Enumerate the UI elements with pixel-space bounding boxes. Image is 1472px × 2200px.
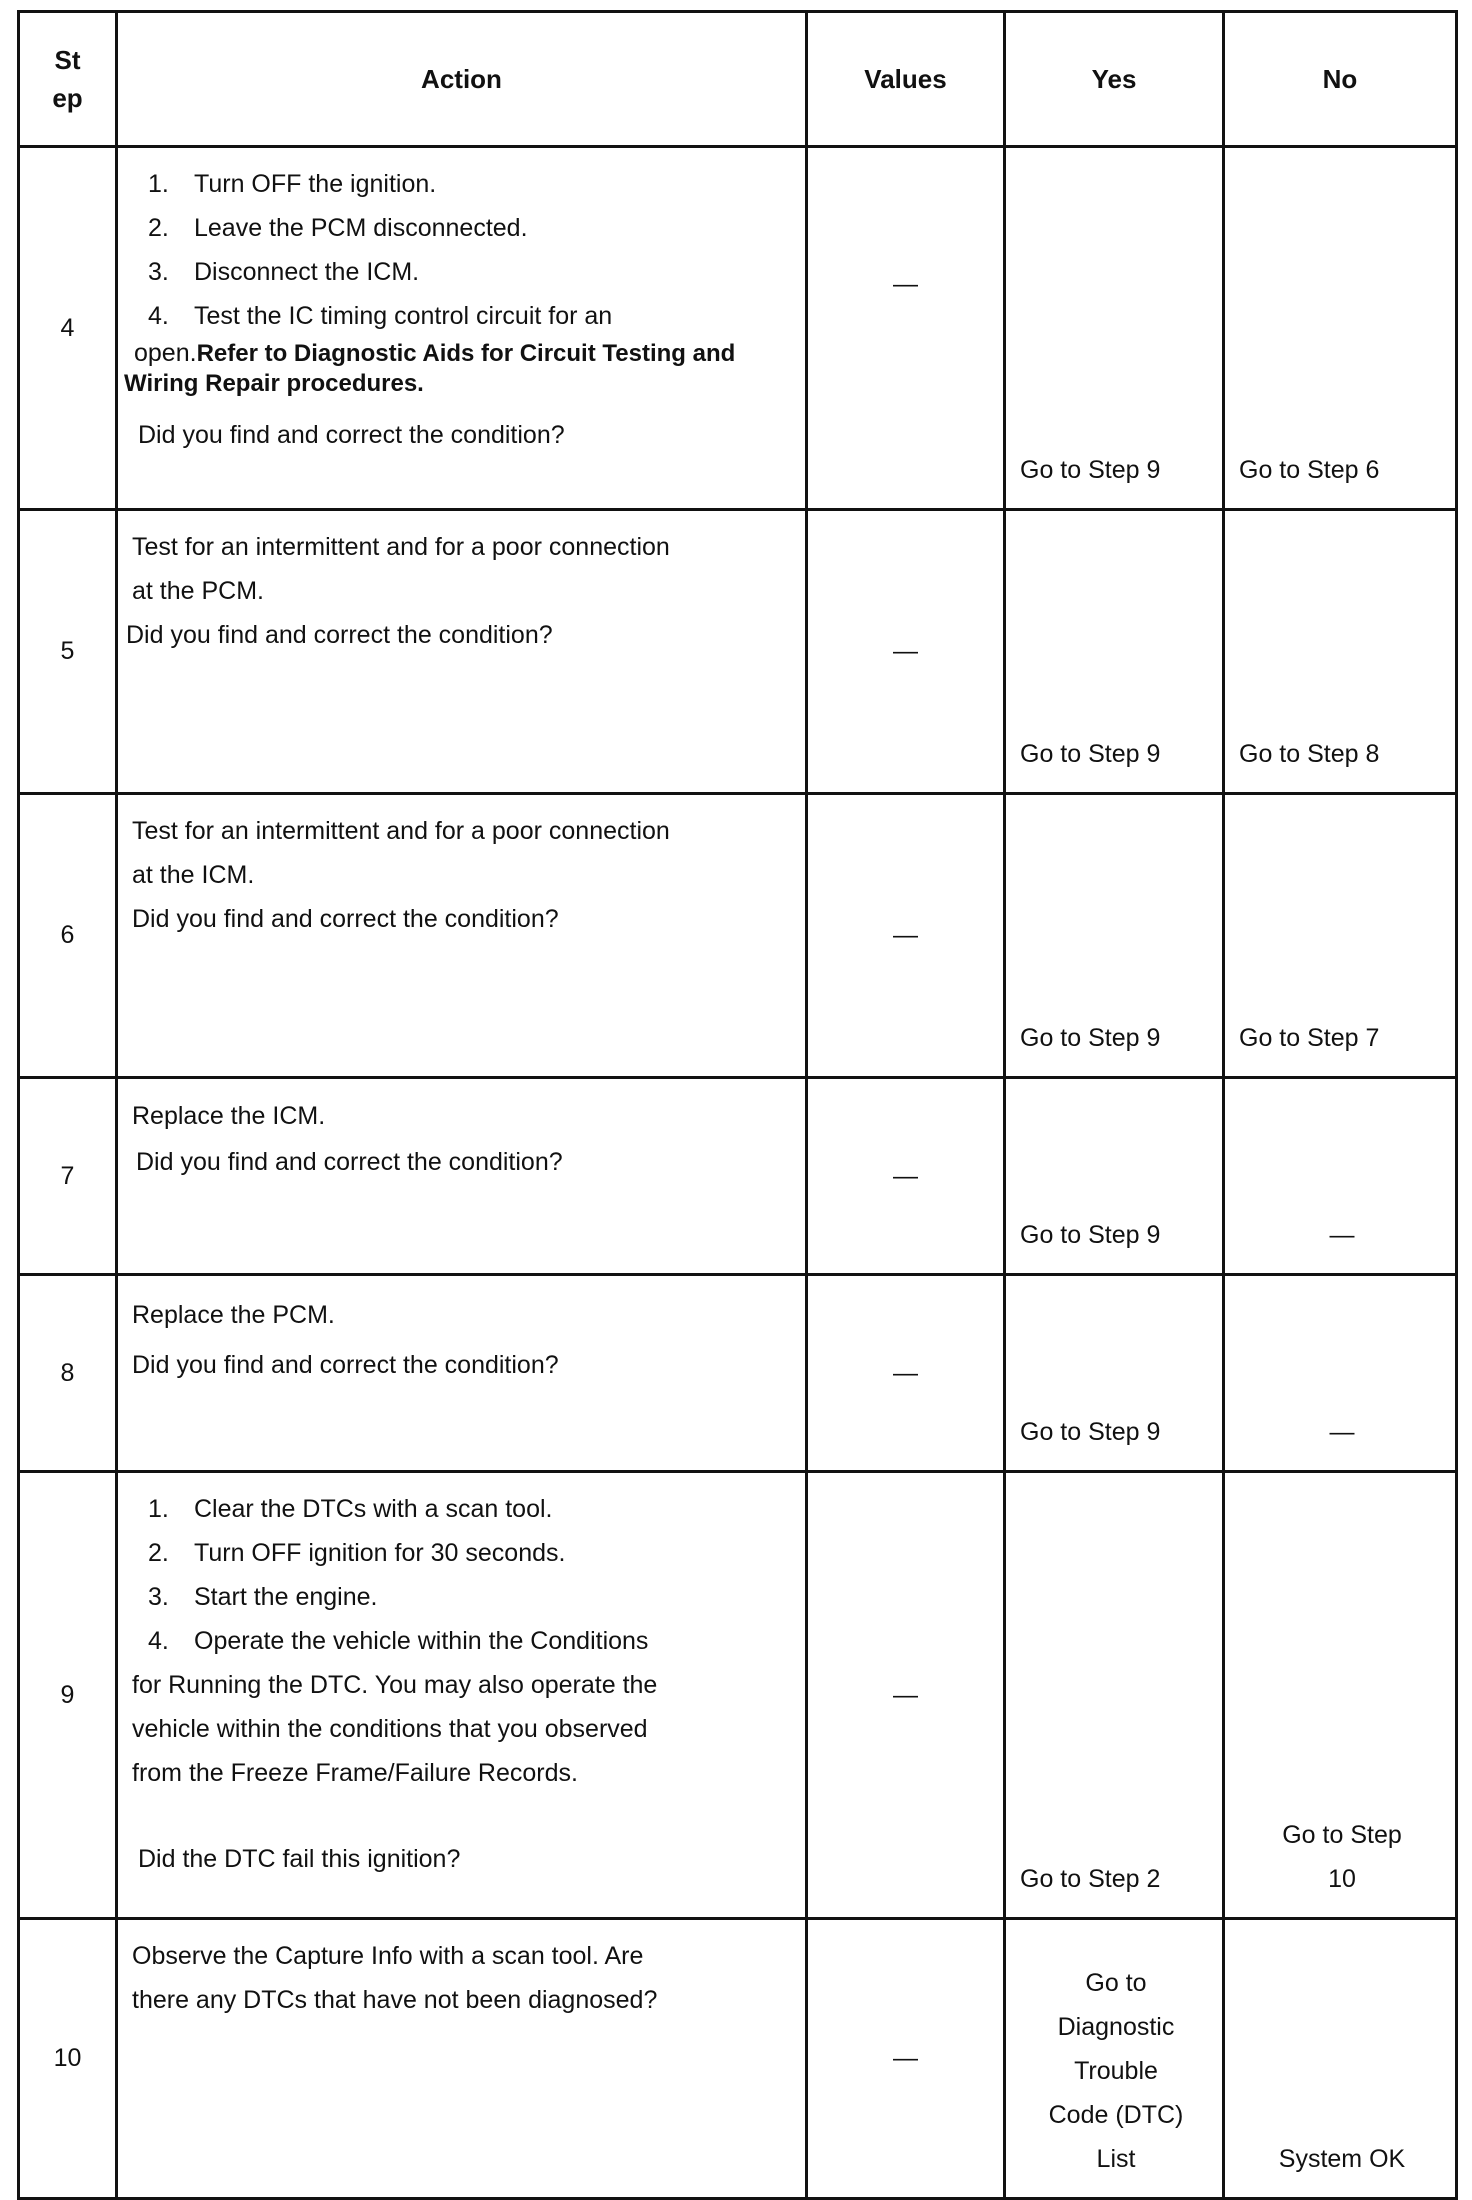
header-action: Action xyxy=(117,12,807,147)
action-item: 2. Turn OFF ignition for 30 seconds. xyxy=(148,1539,566,1567)
action-question: Did you find and correct the condition? xyxy=(132,1351,559,1379)
no-cell: — xyxy=(1224,1078,1457,1275)
values-dash: — xyxy=(893,1680,918,1709)
action-question: Did you find and correct the condition? xyxy=(136,1148,563,1176)
yes-line: Code (DTC) xyxy=(1048,2101,1184,2129)
action-question: Did the DTC fail this ignition? xyxy=(138,1845,461,1873)
action-question: Did you find and correct the condition? xyxy=(132,905,559,933)
action-continuation: for Running the DTC. You may also operate the xyxy=(132,1671,658,1699)
values-dash: — xyxy=(893,2044,918,2072)
step-number: 4 xyxy=(19,147,117,510)
step-number: 9 xyxy=(19,1472,117,1919)
action-item: 3. Disconnect the ICM. xyxy=(148,258,420,286)
step-number: 6 xyxy=(19,794,117,1078)
yes-cell: Go to Step 2 xyxy=(1005,1472,1224,1919)
action-continuation: open.Refer to Diagnostic Aids for Circuit Testing and xyxy=(134,339,736,367)
yes-cell: Go to Step 9 xyxy=(1005,794,1224,1078)
yes-line: Go to xyxy=(1085,1969,1147,1997)
action-cell xyxy=(117,1078,807,1275)
no-cell: Go to Step 7 xyxy=(1224,794,1457,1078)
yes-cell: Go to Step 9 xyxy=(1005,510,1224,794)
yes-cell xyxy=(1005,1919,1224,2199)
action-line: Replace the PCM. xyxy=(132,1301,335,1329)
yes-line: Trouble xyxy=(1074,2057,1158,2085)
yes-line: List xyxy=(1096,2145,1136,2173)
values-dash: — xyxy=(893,1161,918,1190)
header-no: No xyxy=(1224,12,1457,147)
action-continuation: vehicle within the conditions that you observed xyxy=(132,1715,648,1743)
header-step-line2: ep xyxy=(52,83,83,113)
table-row xyxy=(19,147,1457,510)
diagnostic-table xyxy=(17,10,1458,2200)
header-step-line1: St xyxy=(54,45,81,75)
action-line: there any DTCs that have not been diagnosed? xyxy=(132,1986,658,2014)
action-cell xyxy=(117,794,807,1078)
values-dash: — xyxy=(893,637,918,665)
action-continuation: Wiring Repair procedures. xyxy=(124,370,424,397)
header-step xyxy=(19,12,117,147)
no-cell: Go to Step 6 xyxy=(1224,147,1457,510)
yes-cell: Go to Step 9 xyxy=(1005,147,1224,510)
table-row xyxy=(19,1472,1457,1919)
action-question: Did you find and correct the condition? xyxy=(126,621,553,649)
values-cell xyxy=(807,510,1005,794)
values-cell xyxy=(807,1078,1005,1275)
values-dash: — xyxy=(893,921,918,949)
no-cell: Go to Step 8 xyxy=(1224,510,1457,794)
action-item: 1. Clear the DTCs with a scan tool. xyxy=(148,1495,553,1523)
no-cell xyxy=(1224,1472,1457,1919)
step-number: 5 xyxy=(19,510,117,794)
no-cell: System OK xyxy=(1224,1919,1457,2199)
no-line: 10 xyxy=(1328,1865,1356,1893)
action-cell xyxy=(117,510,807,794)
yes-line: Diagnostic xyxy=(1057,2013,1175,2041)
action-item: 4. Test the IC timing control circuit for an xyxy=(148,302,613,330)
values-dash: — xyxy=(893,269,918,298)
no-cell: — xyxy=(1224,1275,1457,1472)
table-row xyxy=(19,510,1457,794)
action-item: 4. Operate the vehicle within the Conditions xyxy=(148,1627,649,1655)
action-cell xyxy=(117,147,807,510)
action-line: at the PCM. xyxy=(132,577,264,605)
values-cell xyxy=(807,147,1005,510)
values-dash: — xyxy=(893,1358,918,1387)
yes-cell: Go to Step 9 xyxy=(1005,1275,1224,1472)
action-cell xyxy=(117,1275,807,1472)
action-item: 2. Leave the PCM disconnected. xyxy=(148,214,528,242)
action-line: Test for an intermittent and for a poor connection xyxy=(132,817,670,845)
action-item: 1. Turn OFF the ignition. xyxy=(148,170,437,198)
values-cell xyxy=(807,1472,1005,1919)
table-row xyxy=(19,1275,1457,1472)
header-yes: Yes xyxy=(1005,12,1224,147)
yes-cell: Go to Step 9 xyxy=(1005,1078,1224,1275)
values-cell xyxy=(807,794,1005,1078)
header-values: Values xyxy=(807,12,1005,147)
table-row xyxy=(19,1919,1457,2199)
action-spacer xyxy=(132,1795,791,1837)
values-cell xyxy=(807,1919,1005,2199)
values-cell xyxy=(807,1275,1005,1472)
action-cell xyxy=(117,1919,807,2199)
action-continuation: from the Freeze Frame/Failure Records. xyxy=(132,1759,578,1787)
action-line: Replace the ICM. xyxy=(132,1102,326,1130)
no-line: Go to Step xyxy=(1282,1821,1402,1849)
action-cell xyxy=(117,1472,807,1919)
step-number: 8 xyxy=(19,1275,117,1472)
action-line: at the ICM. xyxy=(132,861,255,889)
table-row xyxy=(19,1078,1457,1275)
header-row xyxy=(19,12,1457,147)
action-line: Test for an intermittent and for a poor connection xyxy=(132,533,670,561)
table-row xyxy=(19,794,1457,1078)
action-question: Did you find and correct the condition? xyxy=(138,421,565,449)
action-line: Observe the Capture Info with a scan tool. Are xyxy=(132,1942,644,1970)
step-number: 7 xyxy=(19,1078,117,1275)
action-item: 3. Start the engine. xyxy=(148,1583,378,1611)
step-number: 10 xyxy=(19,1919,117,2199)
